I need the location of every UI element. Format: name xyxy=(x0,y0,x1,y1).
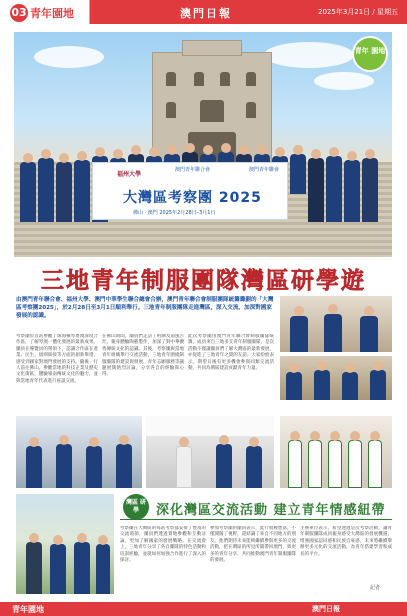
byline: 記者 xyxy=(370,585,381,591)
newspaper-title: 澳門日報 xyxy=(180,7,232,20)
photo-outdoor xyxy=(16,494,114,594)
bottom-column-3: 主辦單位表示，希望透過是次考察活動，讓青年制服團隊成員親身感受大灣區的發展機遇，增強國家認同感和民族自豪感，未來將繼續舉辦更多元化的交流活動，為青年搭建學習和成長的平台。 xyxy=(300,526,392,557)
issue-date: 2025年3月21日 / 星期五 xyxy=(318,8,398,16)
lead-paragraph: 由澳門青年聯合會、福州大學、澳門中華學生聯合總會合辦，澳門青年聯合會制服團隊統籌籌劃的「大灣區考察團2025」，於2月28日至3月1日順利舉行。三地青年制服團隊走進灣區，深入交流，加深對國家發展的認識。 xyxy=(16,297,274,319)
article-column-1: 考察團於首站參觀了珠海橫琴粵澳深度合作區，了解琴澳一體化發展的最新成果。團員在導覽員的帶領下，認識合作區在產業、民生、規則銜接等方面的創新舉措，感受到國家對澳門發展的支持。隨後一行人前往佛山，參觀當地的科技企業及歷史文化街區，體驗嶺南傳統文化的魅力，並與當地青年代表進行座談交流。 xyxy=(16,334,98,384)
photo-visit-1 xyxy=(16,416,142,488)
banner-org-2: 澳門青年聯合會 xyxy=(175,167,211,173)
photo-group-2 xyxy=(280,416,392,488)
page-number: 03 xyxy=(10,4,28,22)
photo-visit-2 xyxy=(146,416,274,488)
headline: 三地青年制服團隊灣區研學遊 xyxy=(41,268,366,294)
banner-org-1: 福州大學 xyxy=(117,171,142,178)
sub-headline-icon: 灣區 研學 xyxy=(123,494,149,520)
footer-paper: 澳門日報 xyxy=(312,605,340,613)
group-banner xyxy=(92,162,288,220)
banner-org-3: 澳門青年聯會 xyxy=(249,167,280,173)
photo-discussion xyxy=(280,296,392,352)
page-footer xyxy=(0,602,407,616)
sub-headline-box xyxy=(120,494,392,520)
article-column-2: 在佛山期間，團員們走訪了祖廟及南風古灶，親身體驗陶藝製作，加深了對中華優秀傳統文化的認識。其後，考察團與當地青年組織舉行交流活動，三地青年圍繞制服團隊的建設與發展、青年志願服務等議題展開熱烈討論，分享各自的經驗與心得。 xyxy=(102,334,184,378)
group-photo xyxy=(14,32,392,257)
sub-headline: 深化灣區交流活動 建立青年情感紐帶 xyxy=(156,503,386,518)
footer-section: 青年園地 xyxy=(12,605,44,614)
photo-meeting xyxy=(280,356,392,400)
page-header xyxy=(0,0,407,26)
section-title: 青年園地 xyxy=(30,7,74,20)
section-badge: 青年 園地 xyxy=(352,36,388,72)
banner-foot: 佛山 · 澳門 2025年2月28日–3月1日 xyxy=(133,210,216,216)
banner-title: 大灣區考察團 2025 xyxy=(123,190,262,206)
article-column-3: 此次考察團由澳門青年聯合會制服團隊統籌，成員來自三地多支青年制服團隊。是次活動不僅讓團員們了解大灣區的最新發展，亦促進了三地青年之間的友誼。大家紛紛表示，期望日後有更多機會參與同類交流活動，共同為灣區建設貢獻青年力量。 xyxy=(188,334,274,372)
bottom-column-2: 參加考察團的團員表示，此行收穫豐富，不僅開闊了視野，還結識了來自不同地方的朋友。他們期待未來能夠繼續參與更多的交流活動，把在灣區的所見所聞帶回澳門，與更多的青年分享，共同推動澳門青年制服團隊的發展。 xyxy=(210,526,296,564)
bottom-column-1: 考察團在大灣區的每站考察都安排了豐富的交流環節，團員們透過實地參觀和互動討論，更加了解國家的發展戰略。在交流會上，三地青年分享了各自團隊的特色活動和培訓經驗，並就如何加強合作進行了深入的探討。 xyxy=(120,526,206,564)
